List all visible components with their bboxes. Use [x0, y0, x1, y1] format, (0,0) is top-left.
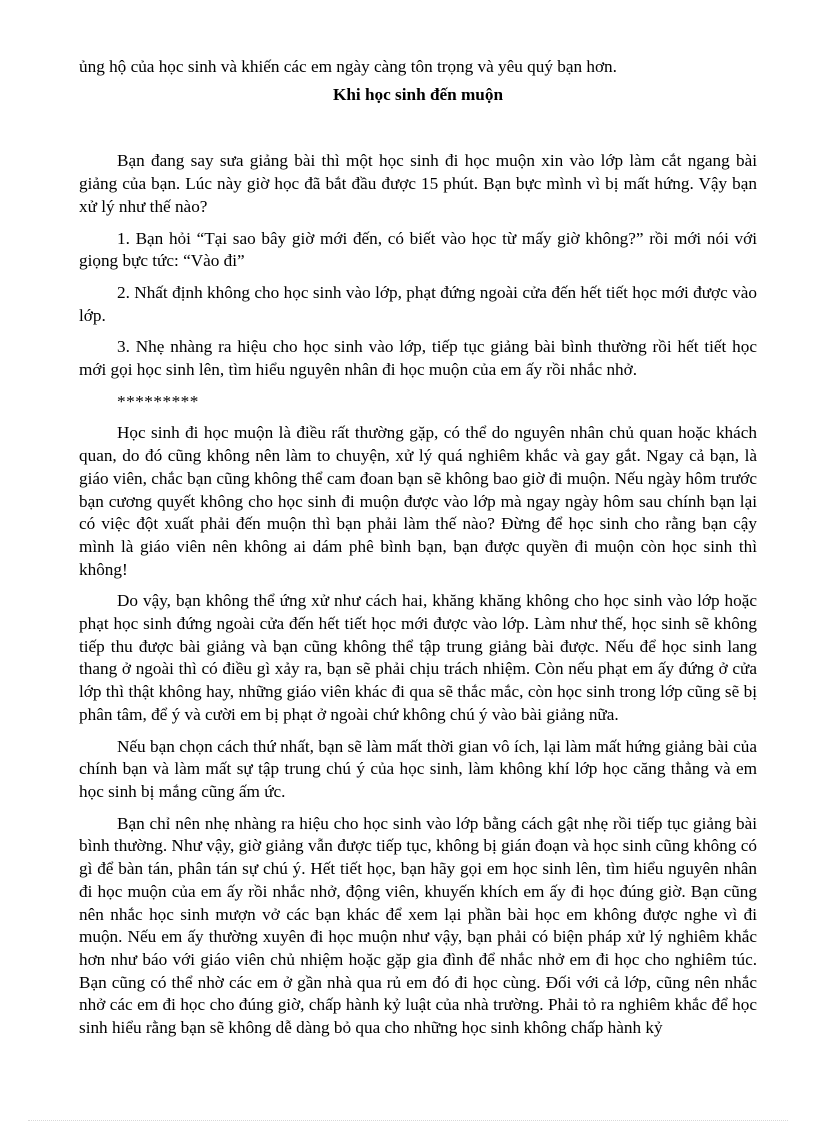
body-paragraph: Do vậy, bạn không thể ứng xử như cách hai, khăng khăng không cho học sinh vào lớp hoặc phạt học sinh đứng ngoài cửa đến hết tiết học mới được vào lớp. Làm như thế, học sinh sẽ không tiếp thu được bài giảng và bạn cũng không thể tập trung giảng bài được. Nếu để học sinh lang thang ở ngoài thì có điều gì xảy ra, bạn sẽ phải chịu trách nhiệm. Còn nếu phạt em ấy đứng ở cửa lớp thì thật không hay, những giáo viên khác đi qua sẽ thắc mắc, còn học sinh trong lớp cũng sẽ bị phân tâm, để ý và cười em bị phạt ở ngoài chứ không chú ý vào bài giảng nữa.: [79, 591, 757, 724]
document-page: [79, 56, 757, 1040]
lead-text: ủng hộ của học sinh và khiến các em ngày càng tôn trọng và yêu quý bạn hơn.: [79, 57, 617, 76]
option-item-2: 2. Nhất định không cho học sinh vào lớp, phạt đứng ngoài cửa đến hết tiết học mới được vào lớp.: [79, 282, 757, 325]
option-item-3: 3. Nhẹ nhàng ra hiệu cho học sinh vào lớp, tiếp tục giảng bài bình thường rồi hết tiết học mới gọi học sinh lên, tìm hiểu nguyên nhân đi học muộn của em ấy rồi nhắc nhở.: [79, 337, 757, 380]
page-bottom-divider: [28, 1120, 788, 1121]
body-paragraph: Nếu bạn chọn cách thứ nhất, bạn sẽ làm mất thời gian vô ích, lại làm mất hứng giảng bài của chính bạn và làm mất sự tập trung chú ý của học sinh, làm không khí lớp học căng thẳng và em học sinh bị mắng cũng ấm ức.: [79, 736, 757, 801]
separator-stars: *********: [117, 391, 199, 411]
body-paragraph: Bạn chỉ nên nhẹ nhàng ra hiệu cho học sinh vào lớp bằng cách gật nhẹ rồi tiếp tục giảng bài bình thường. Như vậy, giờ giảng vẫn được tiếp tục, không bị gián đoạn và học sinh cũng không có gì để bàn tán, phân tán sự chú ý. Hết tiết học, bạn hãy gọi em học sinh lên, tìm hiểu nguyên nhân đi học muộn của em ấy rồi nhắc nhở, động viên, khuyến khích em ấy đi học đúng giờ. Bạn cũng nên nhắc học sinh mượn vở các bạn khác để xem lại phần bài học em không được nghe vì đi muộn. Nếu em ấy thường xuyên đi học muộn như vậy, bạn phải có biện pháp xử lý nghiêm khắc hơn như báo với giáo viên chủ nhiệm hoặc gặp gia đình để nhắc nhở em đi học cho nghiêm túc. Bạn cũng có thể nhờ các em ở gần nhà qua rủ em đó đi học cùng. Đối với cả lớp, cũng nên nhắc nhở các em đi học cho đúng giờ, chấp hành kỷ luật của nhà trường. Phải tỏ ra nghiêm khắc để học sinh hiểu rằng bạn sẽ không dễ dàng bỏ qua cho những học sinh không chấp hành kỷ: [79, 813, 757, 1038]
body-paragraph: Học sinh đi học muộn là điều rất thường gặp, có thể do nguyên nhân chủ quan hoặc khách quan, do đó cũng không nên làm to chuyện, xử lý quá nghiêm khắc và gay gắt. Ngay cả bạn, là giáo viên, chắc bạn cũng không thể cam đoan bạn sẽ không bao giờ đi muộn. Nếu ngày hôm trước bạn cương quyết không cho học sinh đi muộn được vào lớp mà ngay ngày hôm sau chính bạn lại có việc đột xuất phải đến muộn thì bạn phải làm thế nào? Đừng để học sinh cho rằng bạn cậy mình là giáo viên nên không ai dám phê bình bạn, bạn được quyền đi muộn còn học sinh thì không!: [79, 423, 757, 579]
scenario-paragraph: Bạn đang say sưa giảng bài thì một học sinh đi học muộn xin vào lớp làm cắt ngang bài giảng của bạn. Lúc này giờ học đã bắt đầu được 15 phút. Bạn bực mình vì bị mất hứng. Vậy bạn xử lý như thế nào?: [79, 151, 757, 216]
section-title: Khi học sinh đến muộn: [332, 84, 504, 104]
option-item-1: 1. Bạn hỏi “Tại sao bây giờ mới đến, có biết vào học từ mấy giờ không?” rồi mới nói với giọng bực tức: “Vào đi”: [79, 228, 757, 271]
